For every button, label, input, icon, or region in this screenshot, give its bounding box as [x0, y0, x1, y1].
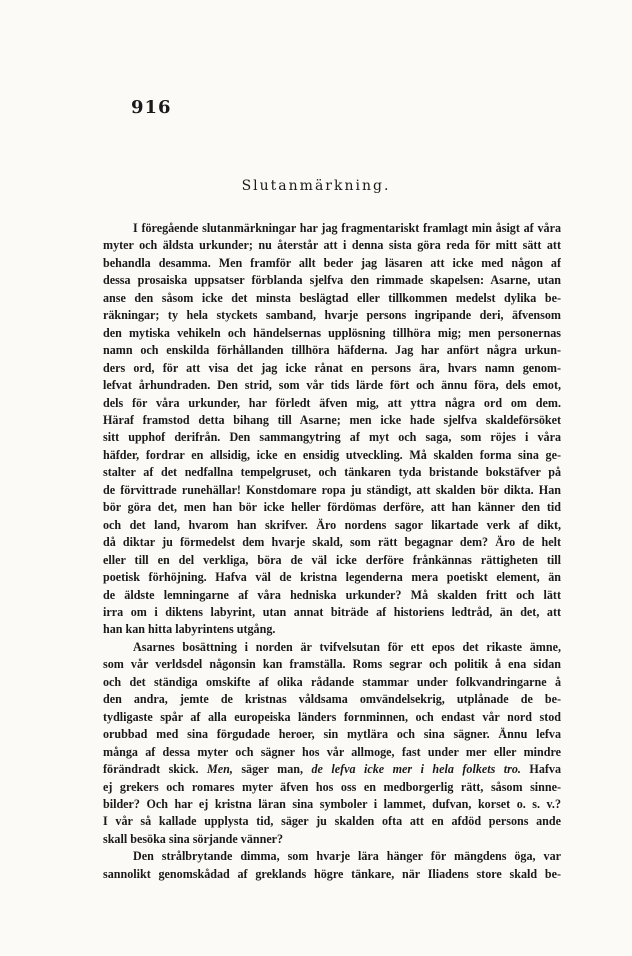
text-line: Asarnes bosättning i norden är tvifvelsutan för ett epos det rikaste ämne, — [133, 639, 561, 654]
section-heading: Slutanmärkning. — [241, 178, 391, 194]
text-line: många af dessa myter och sägner hos vår allmoge, fast under mer eller mindre — [103, 744, 561, 759]
text-line: och det ständiga omskifte af olika rådande stammar under folkvandringarne å — [103, 674, 561, 689]
text-line: ders ord, för att visa det jag icke rånat en persons ära, hvars namn genom- — [103, 360, 561, 375]
text-line: bör göra det, men han bör icke heller fördömas derföre, att han känner den tid — [103, 500, 561, 515]
text-line: dels för våra urkunder, har förledt äfven mig, att yttra några ord om dem. — [103, 395, 561, 410]
text-line: eller till en del verkliga, böra de väl icke derföre frånkännas rättigheten till — [103, 552, 561, 567]
text-line: tydligaste spår af alla europeiska länders fornminnen, och endast vår nord stod — [103, 709, 561, 724]
text-line: den andra, jemte de kristnas våldsama omvändelsekrig, utplånade de be- — [103, 692, 561, 707]
body-text — [103, 220, 561, 883]
text-line: då diktar ju förmedelst dem hvarje skald, som rätt begagnar dem? Äro de helt — [103, 535, 561, 550]
text-line: namn och enskilda förhållanden tillhöra häfderna. Jag har anfört några urkun- — [103, 343, 561, 358]
text-line: I föregående slutanmärkningar har jag fragmentariskt framlagt min åsigt af våra — [133, 221, 561, 235]
text-line: irra om i diktens labyrint, utan annat biträde af historiens ledtråd, än det, att — [103, 604, 561, 619]
italic-text: Men, — [206, 762, 233, 777]
text-line: ej grekers och romares myter äfven hos oss en medborgerlig rätt, såsom sinne- — [103, 779, 561, 794]
text-line: bilder? Och har ej kristna läran sina symboler i lammet, dufvan, korset o. s. v.? — [103, 796, 561, 811]
text-line: dessa prosaiska uppsatser förblanda sjelfva den rimmade skapelsen: Asarne, utan — [103, 273, 561, 288]
italic-text: de lefva icke mer i hela folkets tro. — [311, 762, 521, 777]
text-line: de förvittrade runehällar! Konstdomare ropa ju ständigt, att skalden bör dikta. Han — [103, 482, 561, 497]
text-line: sannolikt genomskådad af greklands högre tänkare, när Iliadens store skald be- — [103, 866, 561, 881]
text-line: häfder, fordrar en allsidig, icke en ensidig utveckling. Må skalden forma sina ge- — [103, 447, 561, 462]
text-line: de äldste lemningarne af våra hedniska urkunder? Må skalden fritt och lätt — [103, 587, 561, 602]
text-segment: förändradt skick. — [103, 762, 199, 777]
text-line-with-quote — [103, 761, 561, 778]
text-line: sitt upphof derifrån. Den sammangytring af myt och saga, som röjes i våra — [103, 430, 561, 445]
text-line: stalter af det nedfallna tempelgruset, och tänkaren tyda bristande bokstäfver på — [103, 465, 561, 480]
page-number: 916 — [131, 97, 172, 118]
text-line: han kan hitta labyrintens utgång. — [103, 622, 276, 637]
text-line: lefvat århundraden. Den strid, som vår tids lärde fört och ännu föra, dels emot, — [103, 378, 561, 393]
text-line: Häraf framstod detta bihang till Asarne; men icke hade sjelfva skaldeförsöket — [103, 412, 561, 427]
text-line: skall besöka sina sörjande vänner? — [103, 831, 284, 846]
text-line: Den strålbrytande dimma, som hvarje lära hänger för mängdens öga, var — [133, 849, 561, 864]
text-line: I vår så kallade upplysta tid, säger ju skalden ofta att en afdöd persons ande — [103, 814, 561, 829]
text-line: den mytiska vehikeln och händelsernas upplösning tillhöra mig; men personernas — [103, 325, 561, 340]
text-segment: säger man, — [232, 762, 312, 777]
text-line: och det land, hvarom han skrifver. Äro nordens sagor likartade verk af dikt, — [103, 517, 561, 532]
text-line: räkningar; ty hela styckets samband, hvarje persons ingripande deri, äfvensom — [103, 308, 561, 323]
text-line: anse den såsom icke det minsta beslägtad eller tillkommen medelst dylika be- — [103, 290, 561, 305]
text-line: orubbad med sina förgudade heroer, sin mytlära och sina sägner. Ännu lefva — [103, 727, 561, 742]
text-line: poetisk förhöjning. Hafva väl de kristna legenderna mera poetiskt element, än — [103, 570, 561, 585]
text-segment: Hafva — [520, 762, 561, 777]
text-line: som vår verldsdel någonsin kan framställa. Roms segrar och politik å ena sidan — [103, 657, 561, 672]
text-line: myter och äldsta urkunder; nu återstår att i denna sista göra reda för mitt sätt att — [103, 238, 561, 253]
text-line: behandla desamma. Men framför allt beder jag läsaren att icke med någon af — [103, 255, 561, 270]
